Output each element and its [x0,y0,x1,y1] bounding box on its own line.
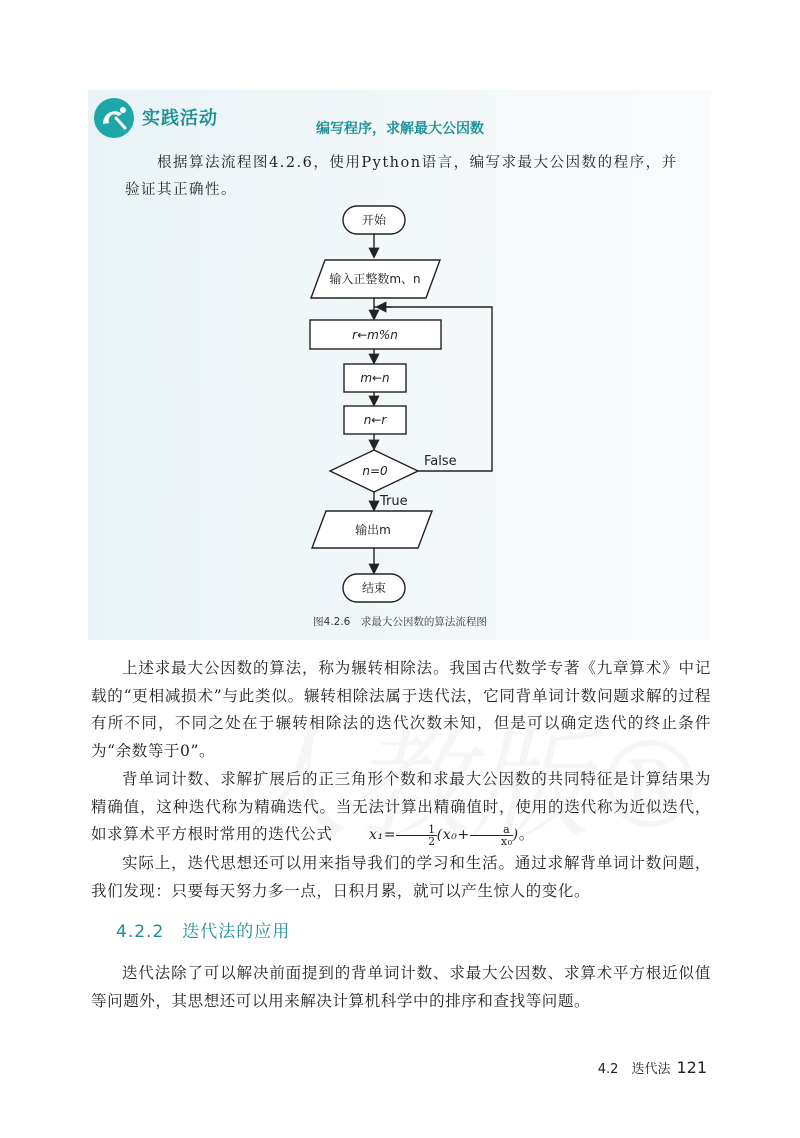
section-number: 4.2.2 [116,922,165,942]
section-heading [116,917,290,942]
page-number: 121 [676,1058,707,1077]
flow-false-label: False [424,454,457,469]
activity-text: 根据算法流程图4.2.6，使用Python语言，编写求最大公因数的程序，并验证其正确性。 [125,155,678,198]
section-title: 迭代法的应用 [182,922,291,942]
paragraph-4: 迭代法除了可以解决前面提到的背单词计数、求最大公因数、求算术平方根近似值等问题外，其思想还可以用来解决计算机科学中的排序和查找等问题。 [91,964,711,1010]
flow-start-text: 开始 [361,213,387,227]
page-footer [598,1058,707,1077]
flow-step-n-text: n←r [363,413,387,427]
iteration-formula: x₁= $\frac{1}{2}$ (x₀+ $\frac{a}{\text{x₀}}$ ) [369,822,519,848]
paragraph-1: 上述求最大公因数的算法，称为辗转相除法。我国古代数学专著《九章算术》中记载的“更相减损术”与此类似。辗转相除法属于迭代法，它同背单词计数问题求解的过程有所不同，不同之处在于辗转相除法的迭代次数未知，但是可以确定迭代的终止条件为“余数等于0”。 [91,659,711,760]
paragraph-2: 背单词计数、求解扩展后的正三角形个数和求最大公因数的共同特征是计算结果为精确值，这种迭代称为精确迭代。当无法计算出精确值时，使用的迭代称为近似迭代，如求算术平方根时常用的迭代公式 x₁= $\frac{1}{2}$ (x₀+ $\frac{a}{\text{x₀}}$ )。 [91,770,711,848]
flow-true-label: True [380,494,408,509]
flow-step-mod-text: r←m%n [352,328,398,342]
flow-end-text: 结束 [361,581,387,595]
paragraph-3: 实际上，迭代思想还可以用来指导我们的学习和生活。通过求解背单词计数问题，我们发现：只要每天努力多一点，日积月累，就可以产生惊人的变化。 [91,854,711,900]
footer-section: 4.2 迭代法 [597,1062,671,1077]
flow-input-text: 输入正整数m、n [329,272,421,286]
flow-decision-text: n=0 [362,464,388,478]
flow-output-text: 输出m [355,523,391,537]
activity-label: 实践活动 [142,108,218,129]
flow-step-m-text: m←n [360,371,390,385]
activity-title: 编写程序，求解最大公因数 [316,121,484,137]
figure-caption: 图4.2.6 求最大公因数的算法流程图 [313,616,487,628]
